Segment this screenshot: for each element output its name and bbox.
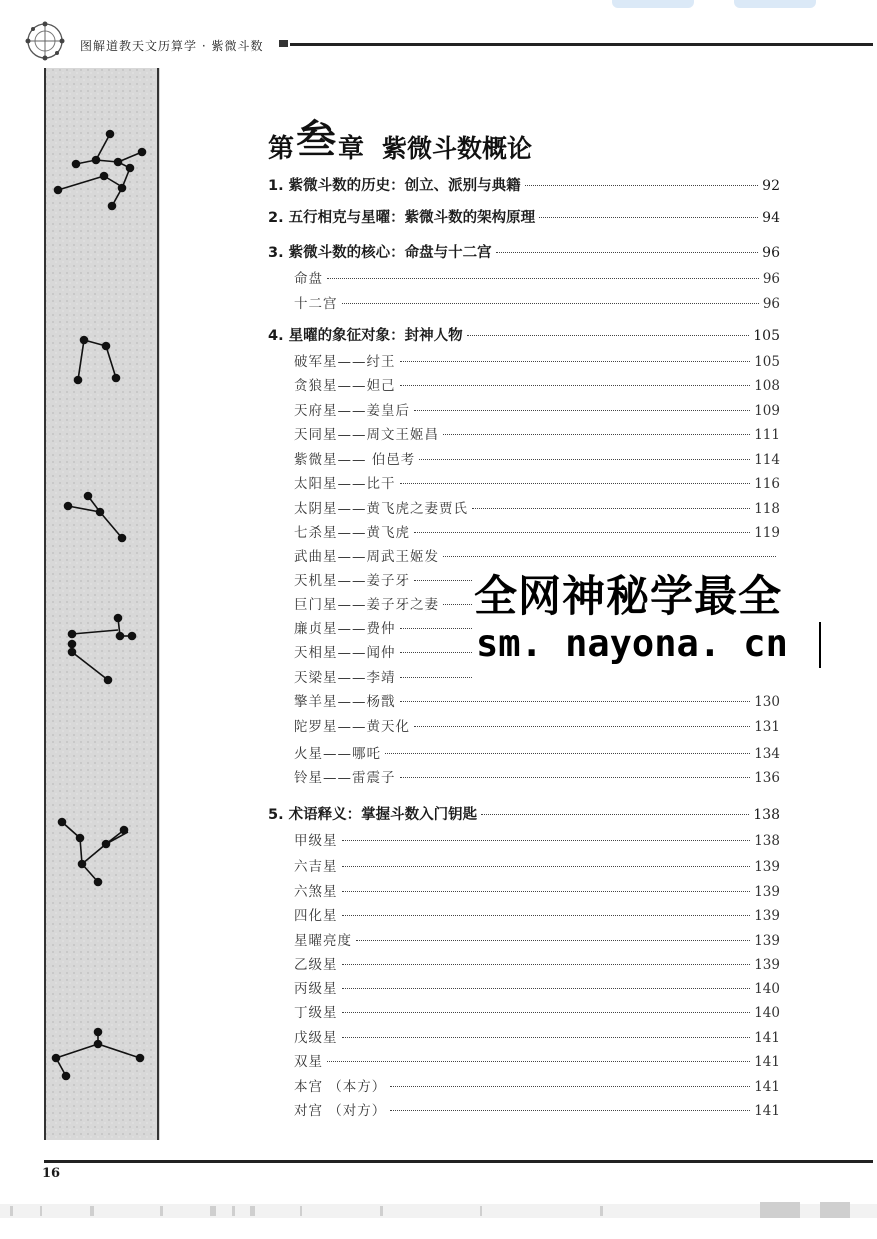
toc-subentry	[294, 880, 780, 900]
dot-leader	[400, 701, 751, 702]
dot-leader	[327, 1061, 750, 1062]
dot-leader	[390, 1086, 750, 1087]
dot-leader	[443, 434, 750, 435]
toc-subentry	[294, 267, 780, 287]
toc-label: 天府星——姜皇后	[294, 403, 410, 419]
toc-label: 陀罗星——黄天化	[294, 719, 410, 735]
dot-leader	[419, 459, 750, 460]
toc-label: 火星——哪吒	[294, 746, 381, 762]
toc-label: 太阴星——黄飞虎之妻贾氏	[294, 501, 468, 517]
toc-section-entry	[268, 241, 780, 262]
chapter-prefix: 第	[268, 134, 295, 164]
toc-subentry	[294, 929, 780, 949]
toc-section-entry	[268, 324, 780, 345]
toc-page-number: 131	[754, 719, 780, 735]
toc-page-number: 109	[754, 403, 780, 419]
toc-label: 3. 紫微斗数的核心：命盘与十二宫	[268, 245, 492, 261]
toc-page-number: 141	[754, 1054, 780, 1070]
toc-label: 1. 紫微斗数的历史：创立、派别与典籍	[268, 178, 521, 194]
toc-subentry	[294, 766, 780, 786]
toc-subentry	[294, 1075, 780, 1095]
toc-subentry	[294, 448, 780, 468]
dot-leader	[342, 866, 751, 867]
toc-label: 擎羊星——杨戬	[294, 694, 396, 710]
toc-page-number: 141	[754, 1030, 780, 1046]
toc-label: 4. 星曜的象征对象：封神人物	[268, 328, 463, 344]
toc-subentry	[294, 977, 780, 997]
toc-page-number: 96	[762, 245, 780, 261]
watermark-url: sm. nayona. cn	[476, 622, 788, 665]
toc-label: 星曜亮度	[294, 933, 352, 949]
toc-label: 命盘	[294, 271, 323, 287]
toc-page-number: 139	[754, 933, 780, 949]
toc-page-number: 141	[754, 1103, 780, 1119]
toc-page-number: 140	[754, 1005, 780, 1021]
toc-page-number: 92	[762, 178, 780, 194]
toc-label: 丁级星	[294, 1005, 338, 1021]
running-header-title: 图解道教天文历算学 · 紫微斗数	[80, 39, 264, 53]
toc-subentry	[294, 855, 780, 875]
scan-edge-band	[0, 1198, 877, 1220]
toc-subentry	[294, 715, 780, 735]
toc-page-number: 141	[754, 1079, 780, 1095]
dot-leader	[414, 410, 750, 411]
toc-label: 本宫 （本方）	[294, 1079, 387, 1095]
toc-page-number: 105	[753, 328, 780, 344]
toc-label: 天机星——姜子牙	[294, 573, 410, 589]
toc-subentry	[294, 829, 780, 849]
toc-section-entry	[268, 803, 780, 824]
toc-page-number: 119	[754, 525, 780, 541]
dot-leader	[342, 1012, 751, 1013]
dot-leader	[414, 532, 750, 533]
dot-leader	[356, 940, 750, 941]
dot-leader	[400, 483, 751, 484]
toc-subentry	[294, 497, 780, 517]
toc-subentry	[294, 1050, 780, 1070]
toc-label: 乙级星	[294, 957, 338, 973]
toc-page-number: 130	[754, 694, 780, 710]
toc-page-number: 116	[754, 476, 780, 492]
toc-label: 双星	[294, 1054, 323, 1070]
toc-subentry	[294, 292, 780, 312]
toc-label: 破军星——纣王	[294, 354, 396, 370]
toc-page-number: 134	[754, 746, 780, 762]
dot-leader	[481, 814, 749, 815]
text-cursor	[819, 622, 821, 668]
dot-leader	[342, 840, 751, 841]
dot-leader	[342, 1037, 751, 1038]
toc-page-number: 114	[754, 452, 780, 468]
toc-page-number: 139	[754, 957, 780, 973]
dot-leader	[342, 891, 751, 892]
dot-leader	[400, 777, 751, 778]
toc-page-number: 139	[754, 884, 780, 900]
dot-leader	[414, 726, 750, 727]
dot-leader	[390, 1110, 750, 1111]
toc-subentry	[294, 423, 780, 443]
toc-section-entry	[268, 206, 780, 227]
toc-page-number: 138	[754, 833, 780, 849]
toc-subentry	[294, 904, 780, 924]
toc-label: 紫微星—— 伯邑考	[294, 452, 416, 468]
toc-label: 廉贞星——费仲	[294, 621, 396, 637]
toc-page-number: 108	[754, 378, 780, 394]
toc-subentry	[294, 1001, 780, 1021]
toc-label: 2. 五行相克与星曜：紫微斗数的架构原理	[268, 210, 536, 226]
toc-label: 天相星——闻仲	[294, 645, 396, 661]
toc-subentry	[294, 521, 780, 541]
dot-leader	[342, 988, 751, 989]
toc-label: 十二宫	[294, 296, 338, 312]
chapter-number: 叁	[296, 116, 337, 163]
toc-label: 5. 术语释义：掌握斗数入门钥匙	[268, 807, 478, 823]
dot-leader	[539, 217, 758, 218]
toc-label: 六吉星	[294, 859, 338, 875]
page-number: 16	[42, 1166, 61, 1181]
toc-label: 七杀星——黄飞虎	[294, 525, 410, 541]
toc-label: 戊级星	[294, 1030, 338, 1046]
toc-label: 丙级星	[294, 981, 338, 997]
toc-page-number: 111	[754, 427, 780, 443]
toc-label: 四化星	[294, 908, 338, 924]
toc-label: 太阳星——比干	[294, 476, 396, 492]
dot-leader	[525, 185, 759, 186]
toc-page-number: 138	[753, 807, 780, 823]
toc-page-number: 139	[754, 908, 780, 924]
toc-subentry	[294, 472, 780, 492]
toc-label: 铃星——雷震子	[294, 770, 396, 786]
toc-subentry	[294, 742, 780, 762]
toc-subentry	[294, 399, 780, 419]
dot-leader	[400, 385, 751, 386]
toc-page-number: 139	[754, 859, 780, 875]
toc-label: 贪狼星——妲己	[294, 378, 396, 394]
toc-page-number: 105	[754, 354, 780, 370]
dot-leader	[472, 508, 750, 509]
toc-subentry	[294, 690, 780, 710]
toc-label: 武曲星——周武王姬发	[294, 549, 439, 565]
toc-page-number: 118	[754, 501, 780, 517]
footer-rule	[44, 1160, 873, 1163]
watermark-slogan: 全网神秘学最全	[474, 572, 782, 622]
toc-page-number: 96	[762, 296, 780, 312]
toc-label: 巨门星——姜子牙之妻	[294, 597, 439, 613]
dot-leader	[385, 753, 750, 754]
toc-label: 天梁星——李靖	[294, 670, 396, 686]
toc-subentry	[294, 374, 780, 394]
toc-subentry	[294, 953, 780, 973]
dot-leader	[467, 335, 750, 336]
toc-label: 天同星——周文王姬昌	[294, 427, 439, 443]
toc-page-number: 94	[762, 210, 780, 226]
toc-page-number: 140	[754, 981, 780, 997]
toc-label: 甲级星	[294, 833, 338, 849]
chapter-title: 紫微斗数概论	[382, 134, 533, 163]
dot-leader	[342, 915, 751, 916]
dot-leader	[327, 278, 759, 279]
dot-leader	[342, 303, 759, 304]
dot-leader	[400, 361, 751, 362]
toc-subentry	[294, 1026, 780, 1046]
toc-subentry	[294, 350, 780, 370]
dot-leader	[443, 556, 776, 557]
dot-leader	[496, 252, 759, 253]
toc-label: 六煞星	[294, 884, 338, 900]
toc-label: 对宫 （对方）	[294, 1103, 387, 1119]
toc-section-entry	[268, 174, 780, 195]
dot-leader	[342, 964, 751, 965]
chapter-suffix: 章	[338, 134, 365, 164]
toc-page-number: 136	[754, 770, 780, 786]
toc-subentry	[294, 1099, 780, 1119]
toc-page-number: 96	[762, 271, 780, 287]
